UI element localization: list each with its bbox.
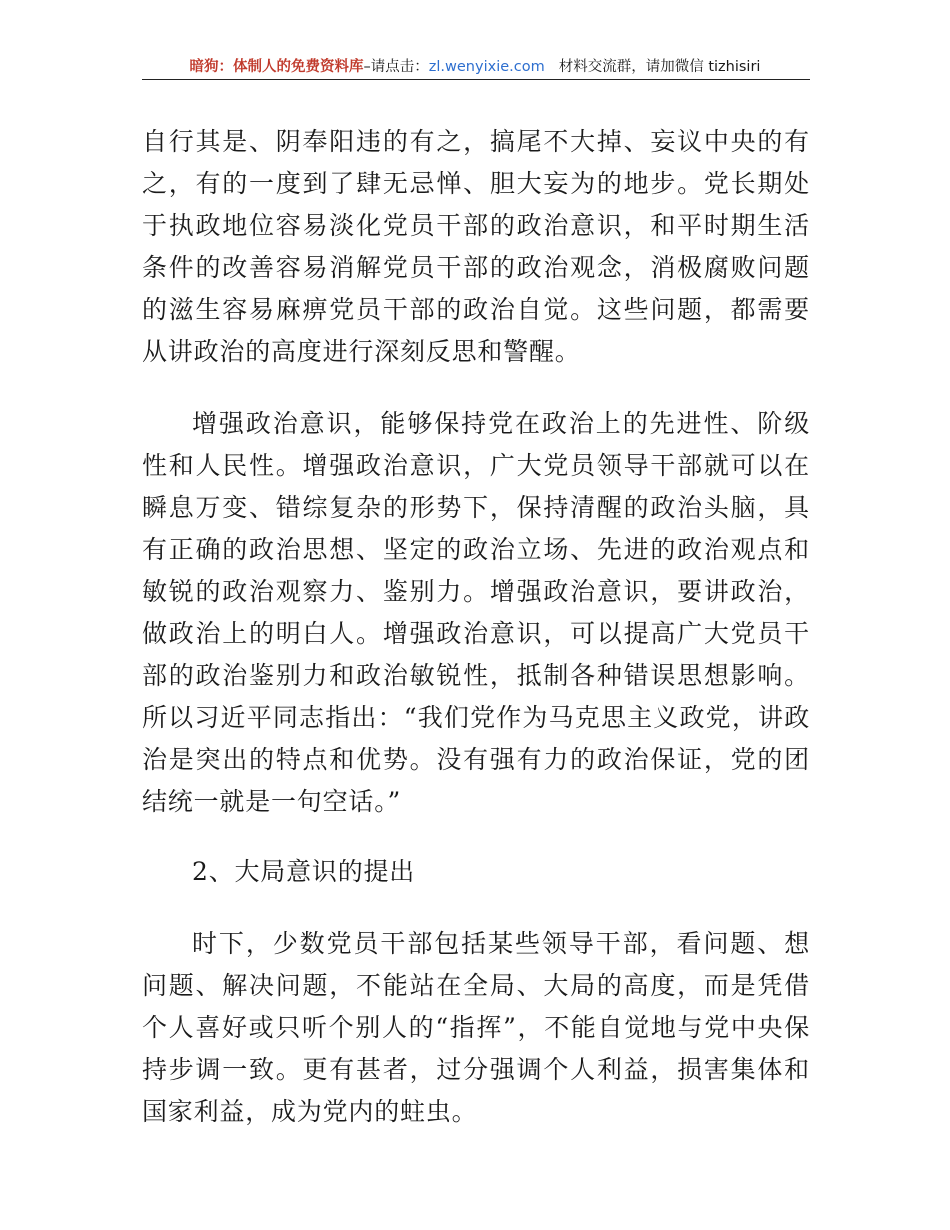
header-brand: 暗狗：体制人的免费资料库	[189, 59, 364, 75]
header-divider	[142, 79, 810, 80]
paragraph-overall-awareness: 时下，少数党员干部包括某些领导干部，看问题、想问题、解决问题，不能站在全局、大局的高度，而是凭借个人喜好或只听个别人的“指挥”，不能自觉地与党中央保持步调一致。更有甚者，过分强调个人利益，损害集体和国家利益，成为党内的蛀虫。	[142, 929, 810, 1126]
paragraph-continuation: 自行其是、阴奉阳违的有之，搞尾不大掉、妄议中央的有之，有的一度到了肆无忌惮、胆大妄为的地步。党长期处于执政地位容易淡化党员干部的政治意识，和平时期生活条件的改善容易消解党员干部的政治观念，消极腐败问题的滋生容易麻痹党员干部的政治自觉。这些问题，都需要从讲政治的高度进行深刻反思和警醒。	[142, 127, 810, 366]
page-header	[0, 58, 950, 76]
section-heading: 2、大局意识的提出	[192, 857, 416, 886]
document-body	[142, 121, 810, 1133]
paragraph-political-awareness: 增强政治意识，能够保持党在政治上的先进性、阶级性和人民性。增强政治意识，广大党员领导干部就可以在瞬息万变、错综复杂的形势下，保持清醒的政治头脑，具有正确的政治思想、坚定的政治立场、先进的政治观点和敏锐的政治观察力、鉴别力。增强政治意识，要讲政治，做政治上的明白人。增强政治意识，可以提高广大党员干部的政治鉴别力和政治敏锐性，抵制各种错误思想影响。所以习近平同志指出：“我们党作为马克思主义政党，讲政治是突出的特点和优势。没有强有力的政治保证，党的团结统一就是一句空话。”	[142, 409, 810, 816]
header-contact: 材料交流群，请加微信 tizhisiri	[558, 59, 761, 75]
header-url-link[interactable]: zl.wenyixie.com	[428, 59, 545, 75]
header-click-prompt: –请点击：	[363, 59, 429, 75]
